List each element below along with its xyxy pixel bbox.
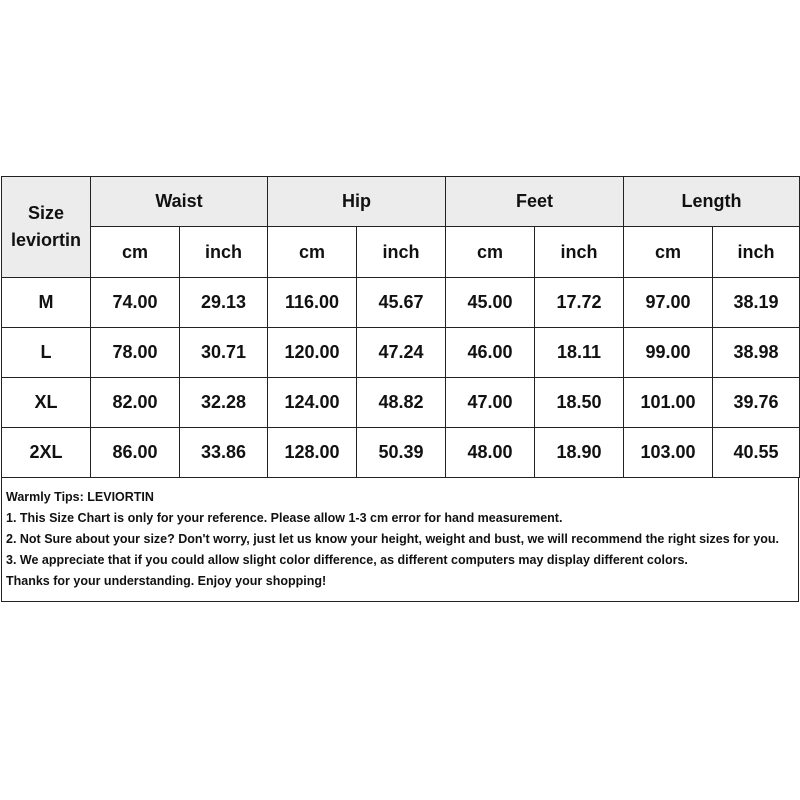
value-cell: 39.76 — [713, 378, 800, 428]
unit-header: inch — [713, 227, 800, 278]
value-cell: 18.11 — [535, 328, 624, 378]
unit-header: cm — [446, 227, 535, 278]
value-cell: 128.00 — [268, 428, 357, 478]
tips-line: 3. We appreciate that if you could allow slight color difference, as different computers may display different colors. — [6, 553, 688, 567]
value-cell: 30.71 — [180, 328, 268, 378]
value-cell: 18.90 — [535, 428, 624, 478]
value-cell: 17.72 — [535, 278, 624, 328]
size-table — [1, 176, 800, 478]
unit-header: cm — [268, 227, 357, 278]
tips-line: 1. This Size Chart is only for your reference. Please allow 1-3 cm error for hand measurement. — [6, 511, 563, 525]
value-cell: 29.13 — [180, 278, 268, 328]
value-cell: 86.00 — [91, 428, 180, 478]
group-header-hip: Hip — [268, 177, 446, 227]
unit-header: inch — [180, 227, 268, 278]
value-cell: 47.00 — [446, 378, 535, 428]
tips-closing: Thanks for your understanding. Enjoy your shopping! — [6, 574, 327, 588]
value-cell: 97.00 — [624, 278, 713, 328]
table-row — [2, 278, 800, 328]
tips-title: Warmly Tips: LEVIORTIN — [6, 490, 154, 504]
table-row — [2, 328, 800, 378]
unit-header: inch — [357, 227, 446, 278]
value-cell: 45.67 — [357, 278, 446, 328]
size-cell: M — [2, 278, 91, 328]
unit-header: inch — [535, 227, 624, 278]
value-cell: 33.86 — [180, 428, 268, 478]
value-cell: 50.39 — [357, 428, 446, 478]
value-cell: 46.00 — [446, 328, 535, 378]
value-cell: 48.82 — [357, 378, 446, 428]
group-header-feet: Feet — [446, 177, 624, 227]
value-cell: 38.98 — [713, 328, 800, 378]
value-cell: 78.00 — [91, 328, 180, 378]
size-cell: 2XL — [2, 428, 91, 478]
group-header-length: Length — [624, 177, 800, 227]
value-cell: 99.00 — [624, 328, 713, 378]
value-cell: 48.00 — [446, 428, 535, 478]
size-cell: L — [2, 328, 91, 378]
tips-box — [1, 478, 799, 602]
value-cell: 120.00 — [268, 328, 357, 378]
table-row — [2, 428, 800, 478]
value-cell: 116.00 — [268, 278, 357, 328]
value-cell: 101.00 — [624, 378, 713, 428]
size-header-line1: Size — [27, 203, 65, 223]
value-cell: 74.00 — [91, 278, 180, 328]
value-cell: 18.50 — [535, 378, 624, 428]
value-cell: 38.19 — [713, 278, 800, 328]
unit-header: cm — [624, 227, 713, 278]
tips-line: 2. Not Sure about your size? Don't worry, just let us know your height, weight and bust, we will recommend the right sizes for you. — [6, 532, 779, 546]
group-header-waist: Waist — [91, 177, 268, 227]
size-header-line2: leviortin — [10, 230, 81, 250]
value-cell: 45.00 — [446, 278, 535, 328]
value-cell: 47.24 — [357, 328, 446, 378]
table-row — [2, 378, 800, 428]
value-cell: 103.00 — [624, 428, 713, 478]
value-cell: 32.28 — [180, 378, 268, 428]
value-cell: 124.00 — [268, 378, 357, 428]
size-cell: XL — [2, 378, 91, 428]
unit-header: cm — [91, 227, 180, 278]
size-header — [2, 177, 91, 278]
size-chart — [1, 176, 799, 602]
value-cell: 82.00 — [91, 378, 180, 428]
value-cell: 40.55 — [713, 428, 800, 478]
